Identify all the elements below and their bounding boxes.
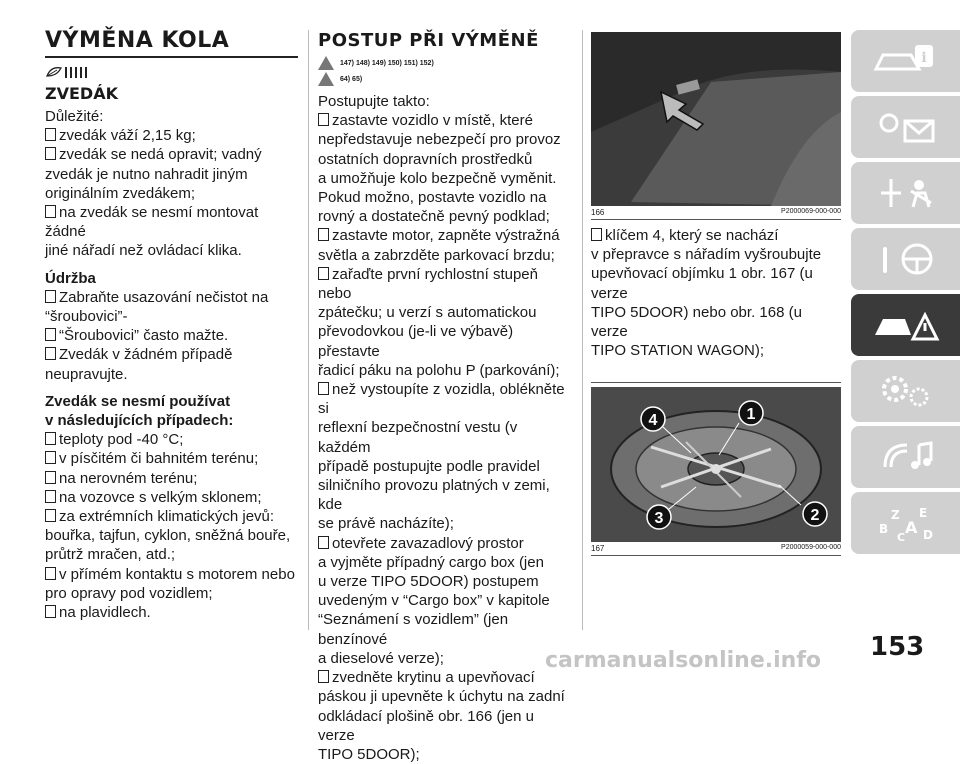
list-item-cont: silničního provozu platných v zemi, kde: [318, 477, 550, 514]
svg-text:E: E: [918, 506, 927, 520]
callout-3: [647, 505, 671, 529]
warning-refs: [318, 56, 573, 70]
list-item: za extrémních klimatických jevů:: [45, 507, 298, 526]
warning-lights-icon: [871, 107, 941, 147]
svg-text:D: D: [922, 528, 933, 542]
list-item: zvedněte krytinu a upevňovací: [318, 668, 573, 687]
gears-icon: [871, 371, 941, 411]
list-item-cont: “Seznámení s vozidlem” (jen benzínové: [318, 611, 509, 648]
callout-4: [641, 407, 665, 431]
list-item: zvedák se nedá opravit; vadný: [45, 145, 298, 164]
list-item-cont: jiné nářadí než ovládací klika.: [45, 242, 242, 260]
list-item-cont: neupravujte.: [45, 365, 128, 383]
alphabet-index-icon: [871, 503, 941, 543]
car-info-icon: [871, 41, 941, 81]
list-item: klíčem 4, který se nachází: [591, 226, 841, 245]
column-wheel-change: [45, 28, 298, 622]
list-item-cont: zpátečku; u verzí s automatickou: [318, 304, 537, 322]
callout-1: [739, 401, 763, 425]
figure-167-spare-wheel-jack: [591, 387, 841, 542]
multimedia-icon: [871, 437, 941, 477]
list-item: zvedák váží 2,15 kg;: [45, 126, 298, 145]
svg-text:2: 2: [810, 507, 820, 525]
list-item: zastavte motor, zapněte výstražná: [318, 226, 573, 245]
list-item-cont: uvedeným v “Cargo box” v kapitole: [318, 592, 550, 610]
list-item: “Šroubovici” často mažte.: [45, 326, 298, 345]
list-item: na vozovce s velkým sklonem;: [45, 488, 298, 507]
list-item-cont: Pokud možno, postavte vozidlo na: [318, 189, 547, 207]
svg-text:1: 1: [746, 406, 756, 424]
important-label: Důležité:: [45, 108, 104, 125]
page-number: 153: [870, 632, 925, 662]
chapter-tab-starting[interactable]: [851, 228, 960, 290]
list-item: na nerovném terénu;: [45, 469, 298, 488]
emergency-car-icon: [871, 305, 941, 345]
svg-text:4: 4: [648, 412, 658, 430]
figure-code: P2000069-000-000: [781, 208, 841, 215]
caution-triangle-icon: [318, 72, 334, 86]
jack-heading: ZVEDÁK: [45, 84, 118, 103]
list-item-cont: upevňovací objímku 1 obr. 167 (u verze: [591, 265, 813, 302]
chapter-tab-dashboard[interactable]: [851, 30, 960, 92]
figure-top-rule: [591, 382, 841, 383]
list-item-cont: případě postupujte podle pravidel: [318, 457, 540, 475]
section-title: POSTUP PŘI VÝMĚNĚ: [318, 30, 539, 51]
list-item-cont: rovný a dostatečně pevný podklad;: [318, 208, 550, 226]
column-procedure: [318, 28, 573, 764]
warning-triangle-icon: [318, 56, 334, 70]
column-divider: [308, 30, 309, 630]
list-item: Zabraňte usazování nečistot na: [45, 288, 298, 307]
list-item-cont: odkládací plošině obr. 166 (jen u verze: [318, 707, 534, 744]
warning-refs-text: 147) 148) 149) 150) 151) 152): [340, 59, 434, 67]
list-item: teploty pod -40 °C;: [45, 430, 298, 449]
list-item: na plavidlech.: [45, 603, 298, 622]
title-rule: [45, 56, 298, 58]
list-item: zařaďte první rychlostní stupeň nebo: [318, 265, 573, 303]
svg-text:Z: Z: [890, 508, 900, 522]
chapter-tab-multimedia[interactable]: [851, 426, 960, 488]
svg-text:i: i: [920, 50, 927, 66]
figure-caption: [591, 206, 841, 220]
figure-166-trunk-cover: [591, 32, 841, 206]
list-item-cont: převodovkou (je-li ve výbavě) přestavte: [318, 323, 514, 360]
list-item-cont: reflexní bezpečnostní vestu (v každém: [318, 419, 518, 456]
list-item-cont: TIPO 5DOOR) nebo obr. 168 (u verze: [591, 303, 802, 341]
figure-code: P2000059-000-000: [781, 544, 841, 552]
list-item: Zvedák v žádném případě: [45, 345, 298, 364]
list-item-cont: a dieselové verze);: [318, 649, 444, 667]
list-item-cont: průtrž mračen, atd.;: [45, 546, 176, 564]
chapter-tabs: [851, 30, 960, 558]
list-item-cont: nepředstavuje nebezpečí pro provoz: [318, 131, 561, 149]
list-item: v přímém kontaktu s motorem nebo: [45, 565, 298, 584]
caution-refs: [318, 72, 573, 86]
column-divider: [582, 30, 583, 630]
column-figures: [591, 32, 841, 562]
section-title: VÝMĚNA KOLA: [45, 28, 230, 53]
chapter-tab-index[interactable]: [851, 492, 960, 554]
caution-refs-text: 64) 65): [340, 75, 363, 83]
leaf-icon: [45, 64, 95, 80]
steering-wheel-icon: [871, 239, 941, 279]
figure-caption: [591, 542, 841, 556]
svg-text:A: A: [904, 518, 917, 537]
list-item-cont: “šroubovici”-: [45, 308, 128, 326]
list-item-cont: ostatních dopravních prostředků: [318, 150, 533, 168]
list-item-cont: zvedák je nutno nahradit jiným: [45, 165, 248, 183]
list-item-cont: bouřka, tajfun, cyklon, sněžná bouře,: [45, 527, 291, 545]
chapter-tab-maintenance[interactable]: [851, 360, 960, 422]
chapter-tab-emergency[interactable]: [851, 294, 960, 356]
watermark: carmanualsonline.info: [545, 648, 821, 673]
list-item-cont: a umožňuje kolo bezpečně vyměnit.: [318, 169, 557, 187]
list-item-cont: TIPO STATION WAGON);: [591, 342, 765, 360]
list-item-cont: řadicí páku na polohu P (parkování);: [318, 361, 560, 379]
list-item-cont: páskou ji upevněte k úchytu na zadní: [318, 688, 565, 706]
list-item-cont: světla a zabrzděte parkovací brzdu;: [318, 246, 555, 264]
list-item-cont: pro opravy pod vozidlem;: [45, 584, 213, 602]
maintenance-heading: Údržba: [45, 269, 96, 287]
list-item-cont: se právě nacházíte);: [318, 515, 454, 533]
list-item-cont: originálním zvedákem;: [45, 184, 196, 202]
seatbelt-icon: [871, 173, 941, 213]
list-item: než vystoupíte z vozidla, oblékněte si: [318, 380, 573, 418]
figure-number: 167: [591, 544, 605, 554]
svg-text:B: B: [878, 522, 888, 536]
conditions-heading: v následujících případech:: [45, 412, 234, 430]
list-item-cont: a vyjměte případný cargo box (jen: [318, 553, 544, 571]
list-item-cont: TIPO 5DOOR);: [318, 745, 420, 763]
list-item: v písčitém či bahnitém terénu;: [45, 449, 298, 468]
list-item-cont: u verze TIPO 5DOOR) postupem: [318, 573, 539, 591]
svg-text:3: 3: [654, 510, 664, 528]
conditions-heading: Zvedák se nesmí používat: [45, 392, 231, 410]
list-item: na zvedák se nesmí montovat žádné: [45, 203, 298, 241]
list-item: zastavte vozidlo v místě, které: [318, 111, 573, 130]
chapter-tab-warnings[interactable]: [851, 96, 960, 158]
intro-text: Postupujte takto:: [318, 93, 430, 110]
list-item-cont: v přepravce s nářadím vyšroubujte: [591, 246, 822, 264]
eco-logo: [45, 64, 298, 80]
figure-number: 166: [591, 208, 605, 217]
callout-2: [803, 502, 827, 526]
svg-text:C: C: [896, 531, 905, 543]
chapter-tab-safety[interactable]: [851, 162, 960, 224]
list-item: otevřete zavazadlový prostor: [318, 534, 573, 553]
